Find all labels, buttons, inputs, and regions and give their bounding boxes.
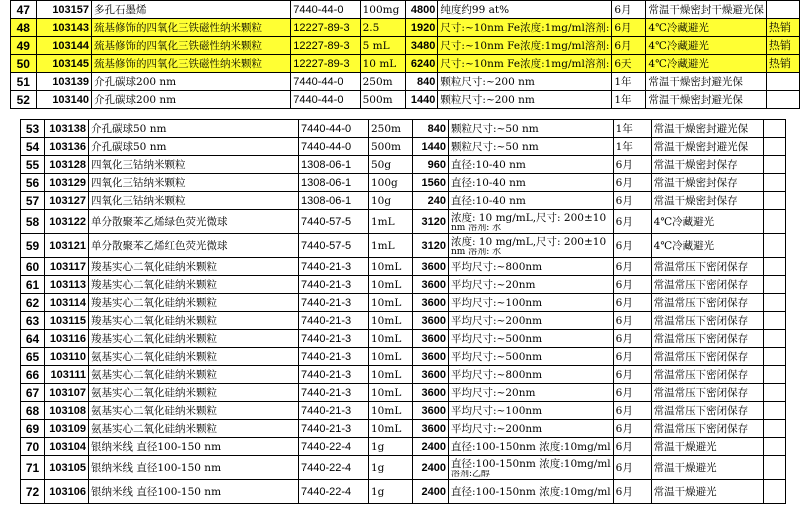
price-cell: 3600 (413, 384, 449, 402)
row-number-cell: 61 (21, 276, 45, 294)
tag-cell: 热销 (766, 37, 799, 55)
validity-cell: 6月 (613, 234, 651, 258)
description-line-2: nm 溶剂: 水 (451, 223, 502, 232)
product-table-bottom (20, 119, 786, 504)
price-cell: 840 (405, 73, 438, 91)
package-spec-cell: 10mL (369, 348, 413, 366)
storage-cell: 常温常压下密闭保存 (651, 348, 763, 366)
product-name-cell: 巯基修饰的四氧化三铁磁性纳米颗粒 (92, 55, 291, 73)
validity-cell: 6月 (613, 312, 651, 330)
tag-cell (763, 156, 785, 174)
product-name-cell: 四氧化三钴纳米颗粒 (89, 192, 299, 210)
price-cell: 3600 (413, 294, 449, 312)
validity-cell: 6天 (612, 55, 646, 73)
row-number-cell: 52 (11, 91, 37, 109)
table-row (11, 91, 800, 109)
product-id-cell: 103122 (45, 210, 89, 234)
tag-cell: 热销 (766, 55, 799, 73)
price-cell: 3480 (405, 37, 438, 55)
table-row (11, 55, 800, 73)
row-number-cell: 69 (21, 420, 45, 438)
table-row (21, 258, 786, 276)
row-number-cell: 54 (21, 138, 45, 156)
table-row (21, 330, 786, 348)
validity-cell: 6月 (612, 1, 646, 19)
product-id-cell: 103110 (45, 348, 89, 366)
table-row (21, 438, 786, 456)
validity-cell: 6月 (613, 294, 651, 312)
product-name-cell: 单分散聚苯乙烯绿色荧光微球 (89, 210, 299, 234)
tag-cell (763, 174, 785, 192)
description-cell: 直径:10-40 nm (449, 156, 614, 174)
cas-number-cell: 7440-44-0 (291, 1, 360, 19)
package-spec-cell: 250m (360, 73, 405, 91)
tag-cell (763, 348, 785, 366)
description-cell: 平均尺寸:~800nm (449, 258, 614, 276)
product-id-cell: 103139 (36, 73, 91, 91)
product-id-cell: 103140 (36, 91, 91, 109)
product-id-cell: 103157 (36, 1, 91, 19)
package-spec-cell: 10mL (369, 384, 413, 402)
table-row (21, 366, 786, 384)
validity-cell: 1年 (612, 73, 646, 91)
price-cell: 2400 (413, 480, 449, 504)
package-spec-cell: 100mg (360, 1, 405, 19)
row-number-cell: 57 (21, 192, 45, 210)
price-cell: 3120 (413, 210, 449, 234)
row-number-cell: 51 (11, 73, 37, 91)
description-cell (449, 210, 614, 234)
cas-number-cell: 7440-57-5 (299, 234, 369, 258)
tag-cell (766, 91, 799, 109)
storage-cell: 常温干燥密封保存 (651, 174, 763, 192)
description-cell: 平均尺寸:~20nm (449, 276, 614, 294)
validity-cell: 1年 (612, 91, 646, 109)
package-spec-cell: 10mL (369, 366, 413, 384)
table-row (21, 210, 786, 234)
row-number-cell: 65 (21, 348, 45, 366)
storage-cell: 4℃冷藏避光 (651, 234, 763, 258)
description-cell: 直径:10-40 nm (449, 174, 614, 192)
price-cell: 1440 (413, 138, 449, 156)
storage-cell: 常温干燥密封避光保 (646, 91, 767, 109)
cas-number-cell: 7440-57-5 (299, 210, 369, 234)
price-cell: 3600 (413, 330, 449, 348)
tag-cell (763, 438, 785, 456)
row-number-cell: 70 (21, 438, 45, 456)
cas-number-cell: 7440-21-3 (299, 276, 369, 294)
product-id-cell: 103116 (45, 330, 89, 348)
package-spec-cell: 100g (369, 174, 413, 192)
cas-number-cell: 12227-89-3 (291, 19, 360, 37)
validity-cell: 6月 (613, 210, 651, 234)
product-id-cell: 103107 (45, 384, 89, 402)
row-number-cell: 48 (11, 19, 37, 37)
row-number-cell: 47 (11, 1, 37, 19)
product-id-cell: 103127 (45, 192, 89, 210)
table-row (21, 402, 786, 420)
price-cell: 4800 (405, 1, 438, 19)
storage-cell: 常温干燥避光 (651, 438, 763, 456)
storage-cell: 常温干燥密封避光保 (651, 138, 763, 156)
tag-cell (763, 312, 785, 330)
price-cell: 840 (413, 120, 449, 138)
price-cell: 3600 (413, 366, 449, 384)
cas-number-cell: 7440-44-0 (291, 73, 360, 91)
description-cell: 直径:100-150nm 浓度:10mg/ml (449, 438, 614, 456)
storage-cell: 常温常压下密闭保存 (651, 384, 763, 402)
description-cell: 直径:10-40 nm (449, 192, 614, 210)
validity-cell: 6月 (613, 276, 651, 294)
product-id-cell: 103128 (45, 156, 89, 174)
product-name-cell: 巯基修饰的四氧化三铁磁性纳米颗粒 (92, 37, 291, 55)
cas-number-cell: 7440-21-3 (299, 348, 369, 366)
table-row (21, 384, 786, 402)
price-cell: 1440 (405, 91, 438, 109)
tag-cell (763, 402, 785, 420)
cas-number-cell: 1308-06-1 (299, 174, 369, 192)
description-line-2: 溶剂:乙醇 (451, 469, 491, 478)
table-row (21, 294, 786, 312)
cas-number-cell: 7440-22-4 (299, 480, 369, 504)
product-name-cell: 羧基实心二氧化硅纳米颗粒 (89, 312, 299, 330)
row-number-cell: 55 (21, 156, 45, 174)
validity-cell: 1年 (613, 120, 651, 138)
package-spec-cell: 10mL (369, 402, 413, 420)
product-id-cell: 103104 (45, 438, 89, 456)
price-cell: 2400 (413, 456, 449, 480)
product-id-cell: 103109 (45, 420, 89, 438)
price-cell: 3600 (413, 402, 449, 420)
storage-cell: 常温常压下密闭保存 (651, 294, 763, 312)
description-cell: 平均尺寸:~500nm (449, 330, 614, 348)
package-spec-cell: 10mL (369, 294, 413, 312)
table-row (11, 19, 800, 37)
cas-number-cell: 7440-21-3 (299, 384, 369, 402)
row-number-cell: 50 (11, 55, 37, 73)
validity-cell: 6月 (613, 420, 651, 438)
row-number-cell: 53 (21, 120, 45, 138)
row-number-cell: 66 (21, 366, 45, 384)
cas-number-cell: 12227-89-3 (291, 55, 360, 73)
cas-number-cell: 7440-21-3 (299, 366, 369, 384)
validity-cell: 6月 (613, 402, 651, 420)
product-name-cell: 四氧化三钴纳米颗粒 (89, 156, 299, 174)
package-spec-cell: 2.5 (360, 19, 405, 37)
price-cell: 3120 (413, 234, 449, 258)
cas-number-cell: 7440-21-3 (299, 258, 369, 276)
table-row (21, 138, 786, 156)
table-row (21, 276, 786, 294)
cas-number-cell: 7440-44-0 (299, 120, 369, 138)
validity-cell: 6月 (612, 37, 646, 55)
tag-cell (763, 192, 785, 210)
description-cell: 尺寸:~10nm Fe浓度:1mg/ml溶剂: (438, 55, 612, 73)
package-spec-cell: 500m (360, 91, 405, 109)
product-name-cell: 多孔石墨烯 (92, 1, 291, 19)
price-cell: 2400 (413, 438, 449, 456)
product-name-cell: 羧基实心二氧化硅纳米颗粒 (89, 330, 299, 348)
row-number-cell: 71 (21, 456, 45, 480)
validity-cell: 6月 (613, 384, 651, 402)
product-id-cell: 103106 (45, 480, 89, 504)
storage-cell: 常温干燥密封避光保 (646, 73, 767, 91)
product-id-cell: 103108 (45, 402, 89, 420)
price-cell: 3600 (413, 276, 449, 294)
row-number-cell: 64 (21, 330, 45, 348)
validity-cell: 6月 (613, 174, 651, 192)
package-spec-cell: 5 mL (360, 37, 405, 55)
package-spec-cell: 1g (369, 480, 413, 504)
product-id-cell: 103113 (45, 276, 89, 294)
description-cell (449, 234, 614, 258)
row-number-cell: 72 (21, 480, 45, 504)
package-spec-cell: 1g (369, 456, 413, 480)
product-name-cell: 羧基实心二氧化硅纳米颗粒 (89, 294, 299, 312)
tag-cell (763, 330, 785, 348)
product-name-cell: 介孔碳球50 nm (89, 138, 299, 156)
row-number-cell: 63 (21, 312, 45, 330)
product-id-cell: 103114 (45, 294, 89, 312)
cas-number-cell: 7440-21-3 (299, 330, 369, 348)
cas-number-cell: 7440-44-0 (291, 91, 360, 109)
product-name-cell: 介孔碳球50 nm (89, 120, 299, 138)
row-number-cell: 58 (21, 210, 45, 234)
product-name-cell: 介孔碳球200 nm (92, 73, 291, 91)
product-name-cell: 氨基实心二氧化硅纳米颗粒 (89, 348, 299, 366)
description-line-2: nm 溶剂: 水 (451, 247, 502, 256)
product-name-cell: 银纳米线 直径100-150 nm (89, 480, 299, 504)
validity-cell: 6月 (613, 330, 651, 348)
tag-cell (763, 258, 785, 276)
validity-cell: 6月 (613, 258, 651, 276)
description-cell: 直径:100-150nm 浓度:10mg/ml (449, 480, 614, 504)
cas-number-cell: 7440-44-0 (299, 138, 369, 156)
cas-number-cell: 7440-21-3 (299, 420, 369, 438)
validity-cell: 6月 (612, 19, 646, 37)
validity-cell: 6月 (613, 480, 651, 504)
row-number-cell: 59 (21, 234, 45, 258)
table-row (21, 480, 786, 504)
product-name-cell: 介孔碳球200 nm (92, 91, 291, 109)
cas-number-cell: 7440-21-3 (299, 402, 369, 420)
validity-cell: 6月 (613, 156, 651, 174)
storage-cell: 常温干燥密封保存 (651, 156, 763, 174)
cas-number-cell: 7440-22-4 (299, 456, 369, 480)
product-name-cell: 巯基修饰的四氧化三铁磁性纳米颗粒 (92, 19, 291, 37)
description-cell: 平均尺寸:~100nm (449, 294, 614, 312)
table-row (11, 37, 800, 55)
product-name-cell: 四氧化三钴纳米颗粒 (89, 174, 299, 192)
price-cell: 3600 (413, 348, 449, 366)
package-spec-cell: 10mL (369, 420, 413, 438)
validity-cell: 6月 (613, 456, 651, 480)
package-spec-cell: 10mL (369, 312, 413, 330)
storage-cell: 常温常压下密闭保存 (651, 366, 763, 384)
package-spec-cell: 1mL (369, 210, 413, 234)
product-name-cell: 氨基实心二氧化硅纳米颗粒 (89, 366, 299, 384)
storage-cell: 常温常压下密闭保存 (651, 312, 763, 330)
package-spec-cell: 50g (369, 156, 413, 174)
product-name-cell: 羧基实心二氧化硅纳米颗粒 (89, 258, 299, 276)
product-id-cell: 103136 (45, 138, 89, 156)
price-cell: 1920 (405, 19, 438, 37)
price-cell: 240 (413, 192, 449, 210)
table-row (21, 234, 786, 258)
tag-cell: 热销 (766, 19, 799, 37)
description-cell: 尺寸:~10nm Fe浓度:1mg/ml溶剂: (438, 37, 612, 55)
description-cell: 尺寸:~10nm Fe浓度:1mg/ml溶剂: (438, 19, 612, 37)
description-line: 浓度: 10 mg/mL,尺寸: 200±10 (451, 235, 607, 248)
product-id-cell: 103138 (45, 120, 89, 138)
storage-cell: 4℃冷藏避光 (646, 37, 767, 55)
cas-number-cell: 1308-06-1 (299, 156, 369, 174)
cas-number-cell: 12227-89-3 (291, 37, 360, 55)
price-cell: 3600 (413, 420, 449, 438)
price-cell: 6240 (405, 55, 438, 73)
price-cell: 3600 (413, 312, 449, 330)
validity-cell: 1年 (613, 138, 651, 156)
validity-cell: 6月 (613, 438, 651, 456)
price-cell: 1560 (413, 174, 449, 192)
tag-cell (766, 73, 799, 91)
tag-cell (763, 366, 785, 384)
storage-cell: 常温常压下密闭保存 (651, 330, 763, 348)
product-name-cell: 银纳米线 直径100-150 nm (89, 456, 299, 480)
description-line: 浓度: 10 mg/mL,尺寸: 200±10 (451, 211, 607, 224)
validity-cell: 6月 (613, 348, 651, 366)
product-name-cell: 氨基实心二氧化硅纳米颗粒 (89, 384, 299, 402)
description-cell: 颗粒尺寸:~200 nm (438, 73, 612, 91)
product-id-cell: 103143 (36, 19, 91, 37)
cas-number-cell: 7440-21-3 (299, 312, 369, 330)
package-spec-cell: 10mL (369, 330, 413, 348)
package-spec-cell: 1g (369, 438, 413, 456)
storage-cell: 常温常压下密闭保存 (651, 402, 763, 420)
row-number-cell: 60 (21, 258, 45, 276)
description-cell (449, 456, 614, 480)
table-row (11, 73, 800, 91)
storage-cell: 常温干燥密封避光保 (651, 120, 763, 138)
product-name-cell: 氨基实心二氧化硅纳米颗粒 (89, 420, 299, 438)
storage-cell: 常温常压下密闭保存 (651, 276, 763, 294)
validity-cell: 6月 (613, 366, 651, 384)
product-table-top (10, 0, 800, 109)
product-id-cell: 103117 (45, 258, 89, 276)
validity-cell: 6月 (613, 192, 651, 210)
storage-cell: 常温干燥避光 (651, 480, 763, 504)
description-cell: 平均尺寸:~20nm (449, 384, 614, 402)
product-id-cell: 103115 (45, 312, 89, 330)
product-id-cell: 103145 (36, 55, 91, 73)
cas-number-cell: 7440-21-3 (299, 294, 369, 312)
product-id-cell: 103129 (45, 174, 89, 192)
row-number-cell: 49 (11, 37, 37, 55)
table-row (21, 456, 786, 480)
package-spec-cell: 10 mL (360, 55, 405, 73)
package-spec-cell: 1mL (369, 234, 413, 258)
package-spec-cell: 10g (369, 192, 413, 210)
description-cell: 平均尺寸:~200nm (449, 420, 614, 438)
package-spec-cell: 250m (369, 120, 413, 138)
product-id-cell: 103105 (45, 456, 89, 480)
table-row (21, 120, 786, 138)
tag-cell (763, 210, 785, 234)
product-name-cell: 氨基实心二氧化硅纳米颗粒 (89, 402, 299, 420)
storage-cell: 常温干燥避光 (651, 456, 763, 480)
storage-cell: 常温常压下密闭保存 (651, 420, 763, 438)
row-number-cell: 67 (21, 384, 45, 402)
cas-number-cell: 1308-06-1 (299, 192, 369, 210)
product-id-cell: 103121 (45, 234, 89, 258)
storage-cell: 4℃冷藏避光 (646, 55, 767, 73)
row-number-cell: 68 (21, 402, 45, 420)
tag-cell (763, 138, 785, 156)
storage-cell: 常温干燥密封保存 (651, 192, 763, 210)
package-spec-cell: 10mL (369, 276, 413, 294)
table-row (21, 348, 786, 366)
product-name-cell: 银纳米线 直径100-150 nm (89, 438, 299, 456)
row-number-cell: 56 (21, 174, 45, 192)
tag-cell (763, 420, 785, 438)
tag-cell (763, 234, 785, 258)
tag-cell (763, 384, 785, 402)
product-id-cell: 103144 (36, 37, 91, 55)
storage-cell: 4℃冷藏避光 (646, 19, 767, 37)
package-spec-cell: 10mL (369, 258, 413, 276)
cas-number-cell: 7440-22-4 (299, 438, 369, 456)
table-row (21, 420, 786, 438)
description-cell: 平均尺寸:~800nm (449, 366, 614, 384)
table-row (21, 192, 786, 210)
description-cell: 平均尺寸:~200nm (449, 312, 614, 330)
product-id-cell: 103111 (45, 366, 89, 384)
storage-cell: 常温干燥密封干燥避光保 (646, 1, 767, 19)
row-number-cell: 62 (21, 294, 45, 312)
tag-cell (763, 480, 785, 504)
description-cell: 颗粒尺寸:~50 nm (449, 120, 614, 138)
price-cell: 960 (413, 156, 449, 174)
table-row (21, 156, 786, 174)
product-name-cell: 单分散聚苯乙烯红色荧光微球 (89, 234, 299, 258)
tag-cell (766, 1, 799, 19)
tag-cell (763, 294, 785, 312)
description-cell: 平均尺寸:~500nm (449, 348, 614, 366)
description-cell: 纯度约99 at% (438, 1, 612, 19)
description-cell: 颗粒尺寸:~200 nm (438, 91, 612, 109)
tag-cell (763, 276, 785, 294)
storage-cell: 4℃冷藏避光 (651, 210, 763, 234)
table-row (21, 312, 786, 330)
table-row (11, 1, 800, 19)
description-cell: 平均尺寸:~100nm (449, 402, 614, 420)
price-cell: 3600 (413, 258, 449, 276)
product-name-cell: 羧基实心二氧化硅纳米颗粒 (89, 276, 299, 294)
tag-cell (763, 120, 785, 138)
tag-cell (763, 456, 785, 480)
storage-cell: 常温常压下密闭保存 (651, 258, 763, 276)
description-line: 直径:100-150nm 浓度:10mg/ml (451, 457, 611, 470)
description-cell: 颗粒尺寸:~50 nm (449, 138, 614, 156)
table-row (21, 174, 786, 192)
package-spec-cell: 500m (369, 138, 413, 156)
